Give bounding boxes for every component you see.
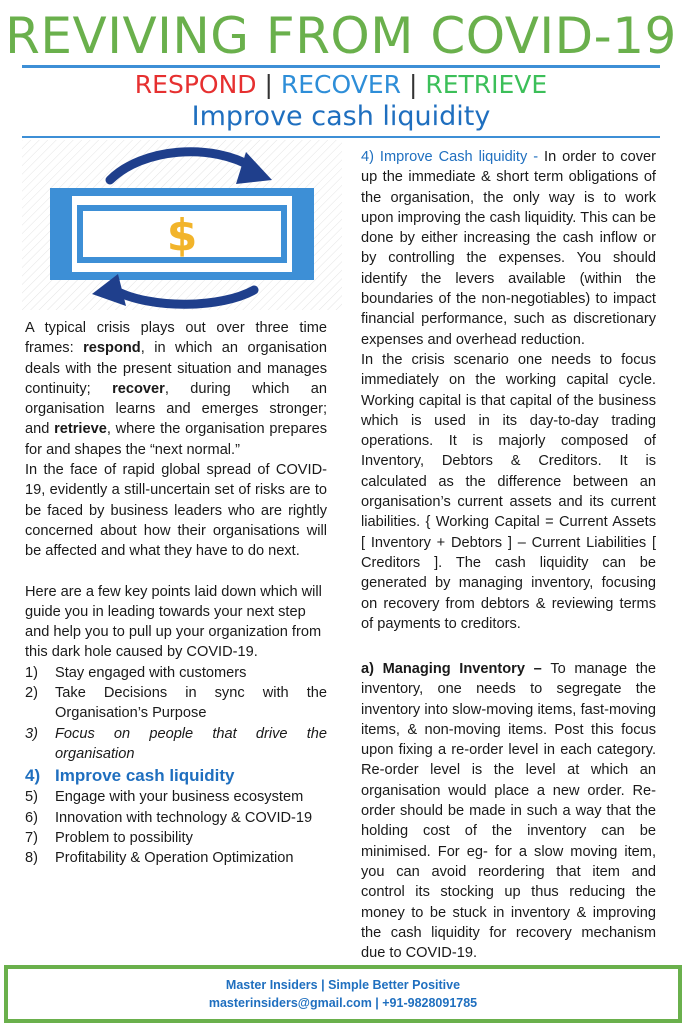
list-number: 4) xyxy=(25,766,41,786)
list-item xyxy=(25,787,327,807)
list-number: 5) xyxy=(25,789,38,806)
key-points-intro: Here are a few key points laid down which will guide you in leading towards your next step and help you to pull up your organization from this dark hole caused by COVID-19. xyxy=(25,583,322,661)
left-column xyxy=(25,318,327,868)
subtitle-recover: RECOVER xyxy=(280,70,401,99)
list-item xyxy=(25,828,327,848)
subtitle-respond: RESPOND xyxy=(134,70,257,99)
intro-text: , during which an organisation learns and emerges stronger; and xyxy=(25,380,327,438)
term-respond: respond xyxy=(83,340,141,357)
subtitle-retrieve: RETRIEVE xyxy=(425,70,548,99)
cash-liquidity-lead: 4) Improve Cash liquidity - xyxy=(361,149,545,165)
list-text: Innovation with technology & COVID-19 xyxy=(55,809,313,826)
right-column xyxy=(361,147,656,634)
spacer xyxy=(25,562,327,582)
intro-text: , in which an organisation deals with the present situation and manages continuity; xyxy=(25,340,328,397)
subtitle-separator: | xyxy=(401,70,426,99)
key-points-list xyxy=(25,663,327,869)
section-heading: Improve cash liquidity xyxy=(191,101,491,132)
term-retrieve: retrieve xyxy=(54,421,107,438)
list-number: 7) xyxy=(25,829,38,846)
inventory-section xyxy=(361,659,656,963)
list-item-highlighted xyxy=(25,764,327,787)
cash-liquidity-text: In order to cover up the immediate & short term obligations of the organisation, the only way is to work upon improving the cash liquidity. This can be done by either increasing the cash inflow or by controlling the expenses. You should identify the levers available (within the boundaries of the non-negotiables) to impact financial performance, such as discretionary expenses and overhead reduction. xyxy=(361,149,656,348)
list-item xyxy=(25,848,327,868)
money-cycle-icon xyxy=(22,140,342,310)
inventory-text: To manage the inventory, one needs to segregate the inventory into slow-moving items, fast-moving items, & non-moving items. Post this focus upon fixing a re-order level in each category. Re-order level is the level at which an organisation would place a new order. Re-order should be made in such a way that the holding cost of the inventory can be minimised. For eg- for a slow moving item, you can avoid reordering that item and control its stocking up thus reducing the money to be stuck in inventory & improving the cash liquidity for recovery mechanism due to COVID-19. xyxy=(361,661,656,962)
cash-liquidity-paragraph xyxy=(361,147,656,350)
intro-paragraph xyxy=(25,318,327,460)
footer xyxy=(4,965,682,1023)
footer-contact: masterinsiders@gmail.com | +91-9828091785 xyxy=(208,996,478,1010)
inventory-paragraph xyxy=(361,659,656,963)
working-capital-paragraph: In the crisis scenario one needs to focus immediately on the working capital cycle. Working capital is that capital of the business which is used in its day-to-day trading operations. It is majorly composed of Inventory, Debtors & Creditors. It is calculated as the difference between an organisation’s current assets and its current liabilities. { Working Capital = Current Assets [ Inventory + Debtors ] – Current Liabilities [ Creditors ]. The cash liquidity can be generated by managing inventory, focusing on recovery from debtors & reviewing terms of payments to creditors. xyxy=(361,351,656,632)
term-recover: recover xyxy=(112,380,165,397)
list-number: 1) xyxy=(25,664,38,681)
list-text: Improve cash liquidity xyxy=(55,766,235,786)
inventory-lead: a) Managing Inventory – xyxy=(361,661,551,677)
list-item xyxy=(25,683,327,724)
list-number: 3) xyxy=(25,725,38,742)
list-item xyxy=(25,663,327,683)
subtitle xyxy=(0,70,682,100)
banknote-edge-left xyxy=(58,196,72,272)
list-number: 8) xyxy=(25,850,38,867)
list-number: 6) xyxy=(25,809,38,826)
list-text: Focus on people that drive the organisation xyxy=(55,725,327,762)
list-number: 2) xyxy=(25,685,38,702)
list-text: Profitability & Operation Optimization xyxy=(55,850,294,867)
dollar-sign-icon: $ xyxy=(166,210,198,261)
page-title: REVIVING FROM COVID-19 xyxy=(5,7,677,65)
list-item xyxy=(25,808,327,828)
list-text: Take Decisions in sync with the Organisation’s Purpose xyxy=(55,685,327,722)
banknote-edge-right xyxy=(292,196,306,272)
intro-text: A typical crisis plays out over three time frames: xyxy=(25,320,327,357)
heading-divider xyxy=(22,136,660,138)
list-text: Engage with your business ecosystem xyxy=(55,789,304,806)
top-divider xyxy=(22,65,660,68)
list-text: Problem to possibility xyxy=(55,829,193,846)
subtitle-separator: | xyxy=(256,70,281,99)
list-text: Stay engaged with customers xyxy=(55,664,247,681)
intro-text: , where the organisation prepares for and shapes the “next normal.” xyxy=(25,421,327,458)
covid-paragraph: In the face of rapid global spread of COVID-19, evidently a still-uncertain set of risks are to be faced by business leaders who are rightly concerned about how their organisations will be affected and what they have to do next. xyxy=(25,462,327,560)
money-cycle-illustration xyxy=(22,140,342,310)
footer-tagline: Master Insiders | Simple Better Positive xyxy=(225,978,461,992)
list-item xyxy=(25,724,327,765)
